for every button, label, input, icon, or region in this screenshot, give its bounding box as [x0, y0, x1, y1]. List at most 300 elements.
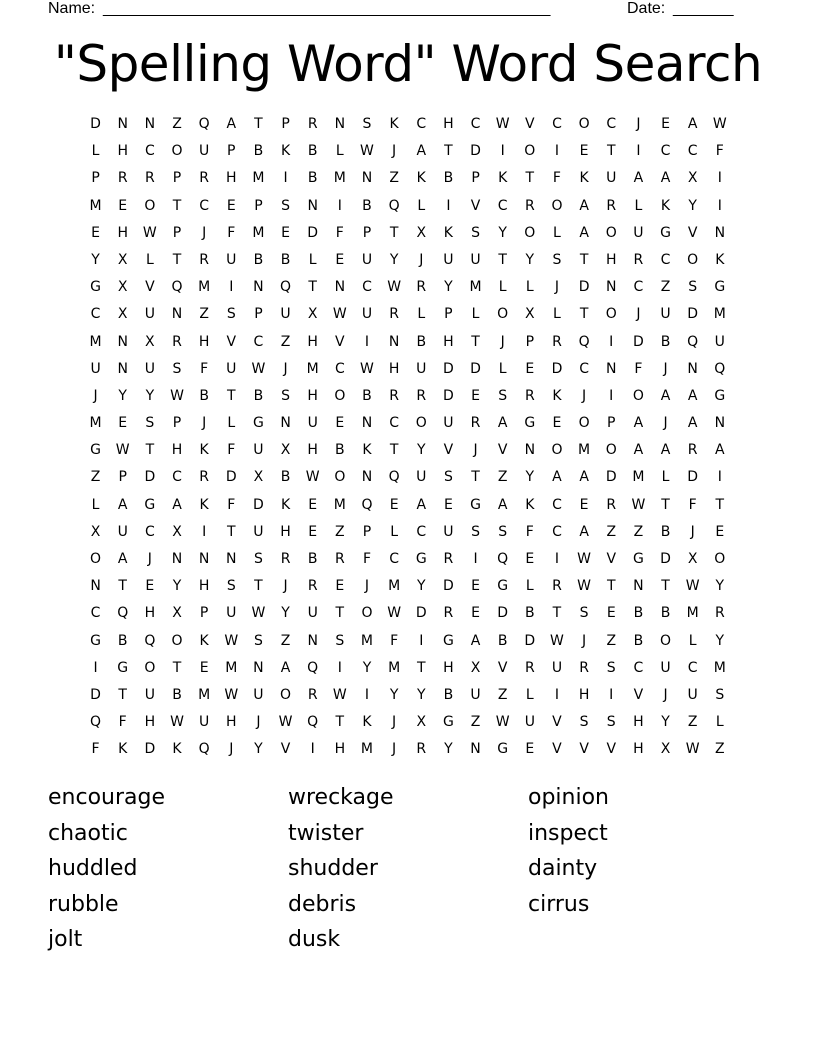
- grid-letter[interactable]: H: [605, 251, 617, 268]
- grid-letter[interactable]: E: [389, 496, 399, 513]
- grid-letter[interactable]: C: [470, 116, 481, 132]
- grid-letter[interactable]: Y: [715, 632, 725, 649]
- grid-letter[interactable]: H: [144, 605, 156, 622]
- grid-letter[interactable]: X: [470, 659, 481, 676]
- grid-letter[interactable]: Q: [198, 741, 210, 758]
- grid-letter[interactable]: D: [470, 360, 481, 377]
- grid-letter[interactable]: O: [605, 306, 617, 323]
- grid-letter[interactable]: M: [89, 333, 102, 350]
- grid-letter[interactable]: U: [714, 333, 725, 350]
- name-blank-line[interactable]: ____________________________________________________: [103, 0, 551, 17]
- grid-letter[interactable]: S: [579, 714, 589, 731]
- grid-letter[interactable]: B: [280, 469, 291, 486]
- grid-letter[interactable]: M: [686, 605, 699, 622]
- grid-letter[interactable]: V: [443, 442, 454, 459]
- grid-letter[interactable]: H: [171, 442, 183, 459]
- grid-letter[interactable]: L: [498, 279, 507, 296]
- grid-letter[interactable]: M: [333, 496, 346, 513]
- grid-letter[interactable]: X: [687, 170, 698, 187]
- grid-letter[interactable]: V: [525, 116, 535, 132]
- grid-letter[interactable]: N: [198, 551, 210, 567]
- grid-letter[interactable]: G: [470, 496, 481, 513]
- grid-letter[interactable]: Q: [198, 116, 210, 132]
- grid-letter[interactable]: F: [227, 496, 236, 513]
- grid-letter[interactable]: T: [389, 224, 399, 241]
- grid-letter[interactable]: L: [390, 523, 399, 540]
- grid-letter[interactable]: K: [118, 741, 128, 758]
- grid-letter[interactable]: F: [91, 741, 100, 758]
- grid-letter[interactable]: F: [552, 170, 561, 187]
- grid-letter[interactable]: N: [361, 170, 373, 187]
- grid-letter[interactable]: O: [171, 143, 183, 160]
- grid-letter[interactable]: B: [280, 251, 291, 268]
- grid-letter[interactable]: Y: [254, 741, 263, 758]
- grid-letter[interactable]: U: [253, 686, 264, 703]
- grid-letter[interactable]: K: [199, 632, 209, 649]
- grid-letter[interactable]: C: [552, 523, 562, 540]
- grid-letter[interactable]: U: [226, 360, 237, 377]
- grid-letter[interactable]: E: [335, 251, 345, 268]
- grid-letter[interactable]: B: [172, 686, 182, 703]
- grid-letter[interactable]: B: [633, 605, 644, 622]
- grid-letter[interactable]: C: [389, 415, 399, 432]
- grid-letter[interactable]: L: [227, 415, 236, 432]
- grid-letter[interactable]: C: [660, 143, 671, 160]
- grid-letter[interactable]: C: [497, 197, 508, 214]
- grid-letter[interactable]: L: [91, 143, 100, 160]
- date-blank-line[interactable]: _______: [673, 0, 734, 17]
- grid-letter[interactable]: G: [90, 279, 101, 296]
- grid-letter[interactable]: T: [525, 170, 535, 187]
- grid-letter[interactable]: Q: [280, 279, 292, 296]
- grid-letter[interactable]: S: [281, 387, 290, 404]
- grid-letter[interactable]: T: [471, 333, 480, 350]
- grid-letter[interactable]: Z: [715, 741, 725, 758]
- grid-letter[interactable]: G: [524, 415, 536, 432]
- grid-letter[interactable]: S: [471, 224, 480, 241]
- grid-letter[interactable]: R: [552, 333, 562, 350]
- grid-letter[interactable]: C: [416, 523, 427, 540]
- grid-letter[interactable]: F: [200, 360, 209, 377]
- grid-letter[interactable]: C: [334, 360, 345, 377]
- grid-letter[interactable]: W: [278, 714, 293, 731]
- grid-letter[interactable]: Y: [525, 251, 535, 268]
- grid-letter[interactable]: Y: [661, 714, 670, 731]
- grid-letter[interactable]: J: [419, 251, 424, 268]
- grid-letter[interactable]: M: [632, 469, 645, 486]
- grid-letter[interactable]: E: [281, 224, 290, 241]
- grid-letter[interactable]: O: [334, 387, 346, 404]
- grid-letter[interactable]: U: [253, 442, 264, 459]
- grid-letter[interactable]: R: [443, 551, 454, 567]
- grid-letter[interactable]: W: [577, 578, 592, 595]
- grid-letter[interactable]: L: [145, 251, 154, 268]
- grid-letter[interactable]: D: [687, 306, 699, 323]
- grid-letter[interactable]: C: [579, 360, 589, 377]
- grid-letter[interactable]: Z: [497, 686, 508, 703]
- grid-letter[interactable]: E: [118, 415, 128, 432]
- grid-letter[interactable]: O: [524, 143, 536, 160]
- grid-letter[interactable]: I: [473, 551, 478, 567]
- grid-letter[interactable]: S: [498, 387, 508, 404]
- grid-letter[interactable]: G: [117, 659, 129, 676]
- grid-letter[interactable]: Q: [388, 469, 400, 486]
- grid-letter[interactable]: B: [660, 333, 671, 350]
- grid-letter[interactable]: G: [144, 496, 156, 513]
- grid-letter[interactable]: Q: [117, 605, 129, 622]
- grid-letter[interactable]: O: [280, 686, 292, 703]
- grid-letter[interactable]: X: [416, 714, 427, 731]
- grid-letter[interactable]: Y: [525, 469, 535, 486]
- grid-letter[interactable]: P: [172, 170, 182, 187]
- grid-letter[interactable]: O: [714, 551, 726, 567]
- grid-letter[interactable]: D: [443, 578, 454, 595]
- grid-letter[interactable]: M: [252, 224, 265, 241]
- grid-letter[interactable]: U: [144, 360, 155, 377]
- grid-letter[interactable]: C: [90, 306, 101, 323]
- grid-letter[interactable]: E: [145, 578, 155, 595]
- grid-letter[interactable]: H: [117, 224, 128, 241]
- grid-letter[interactable]: P: [199, 605, 209, 622]
- grid-letter[interactable]: H: [388, 360, 400, 377]
- grid-letter[interactable]: S: [443, 469, 453, 486]
- grid-letter[interactable]: R: [389, 387, 399, 404]
- grid-letter[interactable]: K: [498, 170, 508, 187]
- grid-letter[interactable]: Y: [444, 279, 453, 296]
- grid-letter[interactable]: P: [607, 415, 616, 432]
- grid-letter[interactable]: T: [172, 659, 182, 676]
- grid-letter[interactable]: U: [470, 686, 481, 703]
- grid-letter[interactable]: H: [334, 741, 346, 758]
- grid-letter[interactable]: W: [224, 632, 239, 649]
- grid-letter[interactable]: E: [335, 578, 345, 595]
- grid-letter[interactable]: S: [253, 632, 263, 649]
- grid-letter[interactable]: R: [606, 496, 617, 513]
- grid-letter[interactable]: N: [280, 415, 291, 432]
- grid-letter[interactable]: N: [171, 306, 183, 323]
- grid-letter[interactable]: I: [636, 143, 641, 160]
- grid-letter[interactable]: H: [443, 116, 454, 132]
- grid-letter[interactable]: D: [443, 360, 454, 377]
- grid-letter[interactable]: Z: [606, 632, 617, 649]
- grid-letter[interactable]: U: [416, 469, 427, 486]
- grid-letter[interactable]: A: [497, 496, 508, 513]
- grid-letter[interactable]: O: [660, 632, 672, 649]
- grid-letter[interactable]: Y: [91, 251, 100, 268]
- grid-letter[interactable]: N: [633, 578, 644, 595]
- grid-letter[interactable]: V: [226, 333, 237, 350]
- grid-letter[interactable]: D: [144, 469, 156, 486]
- grid-letter[interactable]: S: [606, 714, 616, 731]
- grid-letter[interactable]: T: [172, 197, 182, 214]
- grid-letter[interactable]: U: [361, 306, 373, 323]
- grid-letter[interactable]: G: [660, 224, 671, 241]
- grid-letter[interactable]: J: [392, 741, 397, 758]
- grid-letter[interactable]: M: [89, 415, 102, 432]
- grid-letter[interactable]: K: [199, 442, 209, 459]
- grid-letter[interactable]: E: [552, 415, 562, 432]
- grid-letter[interactable]: Y: [498, 224, 507, 241]
- grid-letter[interactable]: A: [579, 224, 589, 241]
- grid-letter[interactable]: L: [553, 306, 561, 323]
- grid-letter[interactable]: J: [392, 714, 397, 731]
- grid-letter[interactable]: E: [715, 523, 725, 540]
- grid-letter[interactable]: S: [172, 360, 182, 377]
- grid-letter[interactable]: D: [90, 116, 101, 132]
- grid-letter[interactable]: V: [497, 659, 508, 676]
- grid-letter[interactable]: B: [117, 632, 128, 649]
- grid-letter[interactable]: O: [334, 469, 346, 486]
- grid-letter[interactable]: D: [225, 469, 237, 486]
- grid-letter[interactable]: Y: [362, 659, 372, 676]
- grid-letter[interactable]: P: [444, 306, 453, 323]
- grid-letter[interactable]: Z: [199, 306, 209, 323]
- grid-letter[interactable]: A: [579, 523, 589, 540]
- grid-letter[interactable]: I: [717, 170, 722, 187]
- grid-letter[interactable]: L: [661, 469, 670, 486]
- grid-letter[interactable]: U: [199, 143, 210, 160]
- grid-letter[interactable]: W: [495, 714, 510, 731]
- grid-letter[interactable]: U: [551, 659, 563, 676]
- grid-letter[interactable]: R: [307, 116, 318, 132]
- grid-letter[interactable]: T: [471, 469, 480, 486]
- grid-letter[interactable]: Y: [715, 578, 725, 595]
- grid-letter[interactable]: X: [416, 224, 427, 241]
- grid-letter[interactable]: Y: [118, 387, 127, 404]
- grid-letter[interactable]: L: [688, 632, 697, 649]
- grid-letter[interactable]: P: [172, 415, 182, 432]
- grid-letter[interactable]: W: [305, 469, 320, 486]
- grid-letter[interactable]: W: [251, 605, 266, 622]
- grid-letter[interactable]: C: [253, 333, 264, 350]
- grid-letter[interactable]: I: [419, 632, 424, 649]
- grid-letter[interactable]: O: [551, 442, 563, 459]
- grid-letter[interactable]: N: [361, 469, 373, 486]
- grid-letter[interactable]: R: [307, 686, 318, 703]
- grid-letter[interactable]: Q: [171, 279, 183, 296]
- grid-letter[interactable]: G: [90, 442, 101, 459]
- grid-letter[interactable]: S: [715, 686, 725, 703]
- grid-letter[interactable]: C: [416, 116, 427, 132]
- grid-letter[interactable]: I: [364, 686, 370, 703]
- grid-letter[interactable]: J: [663, 360, 668, 377]
- grid-letter[interactable]: V: [579, 741, 589, 758]
- grid-letter[interactable]: U: [90, 360, 101, 377]
- grid-letter[interactable]: U: [524, 714, 535, 731]
- grid-letter[interactable]: B: [660, 605, 671, 622]
- grid-letter[interactable]: L: [715, 714, 724, 731]
- grid-letter[interactable]: T: [145, 442, 155, 459]
- grid-letter[interactable]: U: [280, 306, 291, 323]
- grid-letter[interactable]: N: [334, 116, 346, 132]
- grid-letter[interactable]: E: [579, 496, 589, 513]
- grid-letter[interactable]: U: [660, 306, 671, 323]
- grid-letter[interactable]: R: [416, 387, 427, 404]
- grid-letter[interactable]: I: [554, 143, 560, 160]
- grid-letter[interactable]: X: [307, 306, 318, 323]
- grid-letter[interactable]: A: [687, 387, 698, 404]
- grid-letter[interactable]: C: [552, 116, 562, 132]
- grid-letter[interactable]: J: [147, 551, 152, 567]
- grid-letter[interactable]: H: [280, 523, 291, 540]
- grid-letter[interactable]: A: [715, 442, 725, 459]
- grid-letter[interactable]: T: [715, 496, 725, 513]
- grid-letter[interactable]: S: [281, 197, 290, 214]
- grid-letter[interactable]: U: [117, 523, 128, 540]
- grid-letter[interactable]: K: [199, 496, 209, 513]
- grid-letter[interactable]: S: [226, 306, 236, 323]
- grid-letter[interactable]: R: [470, 415, 481, 432]
- grid-letter[interactable]: E: [525, 360, 535, 377]
- grid-letter[interactable]: W: [251, 360, 266, 377]
- grid-letter[interactable]: Q: [307, 714, 319, 731]
- grid-letter[interactable]: D: [470, 143, 481, 160]
- grid-letter[interactable]: Z: [389, 170, 399, 187]
- grid-letter[interactable]: S: [688, 279, 698, 296]
- grid-letter[interactable]: D: [144, 741, 156, 758]
- grid-letter[interactable]: R: [199, 469, 209, 486]
- grid-letter[interactable]: G: [442, 632, 454, 649]
- grid-letter[interactable]: M: [333, 170, 346, 187]
- grid-letter[interactable]: R: [524, 387, 535, 404]
- grid-letter[interactable]: K: [389, 116, 399, 132]
- grid-letter[interactable]: P: [254, 306, 263, 323]
- grid-letter[interactable]: D: [524, 632, 536, 649]
- grid-letter[interactable]: H: [633, 741, 644, 758]
- grid-letter[interactable]: W: [170, 714, 184, 731]
- grid-letter[interactable]: N: [253, 659, 264, 676]
- grid-letter[interactable]: R: [416, 741, 427, 758]
- grid-letter[interactable]: J: [283, 578, 288, 595]
- grid-letter[interactable]: W: [712, 116, 727, 132]
- grid-letter[interactable]: J: [690, 523, 695, 540]
- grid-letter[interactable]: Q: [144, 632, 156, 649]
- grid-letter[interactable]: U: [416, 360, 427, 377]
- grid-letter[interactable]: E: [471, 387, 480, 404]
- grid-letter[interactable]: S: [471, 523, 480, 540]
- grid-letter[interactable]: K: [362, 442, 372, 459]
- grid-letter[interactable]: C: [199, 197, 210, 214]
- grid-letter[interactable]: H: [117, 143, 128, 160]
- grid-letter[interactable]: F: [227, 224, 236, 241]
- grid-letter[interactable]: T: [389, 442, 399, 459]
- grid-letter[interactable]: Y: [389, 251, 399, 268]
- grid-letter[interactable]: M: [360, 632, 374, 649]
- grid-letter[interactable]: W: [360, 143, 374, 160]
- grid-letter[interactable]: G: [415, 551, 427, 567]
- grid-letter[interactable]: M: [388, 578, 401, 595]
- grid-letter[interactable]: X: [253, 469, 264, 486]
- grid-letter[interactable]: B: [497, 632, 508, 649]
- grid-letter[interactable]: S: [362, 116, 372, 132]
- grid-letter[interactable]: X: [280, 442, 291, 459]
- grid-letter[interactable]: O: [361, 605, 373, 622]
- grid-letter[interactable]: E: [199, 659, 209, 676]
- grid-letter[interactable]: V: [606, 741, 617, 758]
- grid-letter[interactable]: I: [554, 551, 560, 567]
- grid-letter[interactable]: Y: [688, 197, 697, 214]
- grid-letter[interactable]: X: [90, 523, 101, 540]
- grid-letter[interactable]: T: [606, 578, 616, 595]
- grid-letter[interactable]: A: [117, 551, 128, 567]
- grid-letter[interactable]: X: [117, 279, 128, 296]
- grid-letter[interactable]: O: [578, 415, 590, 432]
- grid-letter[interactable]: R: [579, 659, 589, 676]
- grid-letter[interactable]: A: [660, 387, 671, 404]
- grid-letter[interactable]: G: [497, 578, 509, 595]
- grid-letter[interactable]: W: [332, 686, 347, 703]
- grid-letter[interactable]: V: [280, 741, 291, 758]
- grid-letter[interactable]: E: [471, 605, 480, 622]
- grid-letter[interactable]: B: [443, 686, 454, 703]
- grid-letter[interactable]: O: [578, 116, 590, 132]
- grid-letter[interactable]: L: [525, 279, 534, 296]
- grid-letter[interactable]: N: [117, 333, 128, 350]
- grid-letter[interactable]: A: [497, 415, 508, 432]
- grid-letter[interactable]: K: [525, 496, 535, 513]
- grid-letter[interactable]: P: [118, 469, 127, 486]
- grid-letter[interactable]: D: [307, 224, 319, 241]
- grid-letter[interactable]: Q: [714, 360, 726, 377]
- grid-letter[interactable]: T: [498, 251, 507, 268]
- grid-letter[interactable]: J: [582, 632, 587, 649]
- grid-letter[interactable]: Q: [687, 333, 699, 350]
- grid-letter[interactable]: Q: [578, 333, 590, 350]
- grid-letter[interactable]: O: [144, 197, 156, 214]
- grid-letter[interactable]: F: [634, 360, 643, 377]
- grid-letter[interactable]: E: [606, 605, 616, 622]
- grid-letter[interactable]: B: [253, 387, 264, 404]
- grid-letter[interactable]: S: [606, 659, 616, 676]
- grid-letter[interactable]: R: [199, 170, 209, 187]
- grid-letter[interactable]: D: [687, 469, 699, 486]
- grid-letter[interactable]: O: [171, 632, 183, 649]
- grid-letter[interactable]: R: [172, 333, 182, 350]
- grid-letter[interactable]: N: [90, 578, 101, 595]
- grid-letter[interactable]: V: [470, 197, 481, 214]
- grid-letter[interactable]: T: [172, 251, 182, 268]
- grid-letter[interactable]: O: [687, 251, 699, 268]
- grid-letter[interactable]: U: [443, 523, 454, 540]
- grid-letter[interactable]: K: [579, 170, 589, 187]
- grid-letter[interactable]: C: [687, 659, 698, 676]
- grid-letter[interactable]: I: [93, 659, 98, 676]
- grid-letter[interactable]: W: [115, 442, 130, 459]
- grid-letter[interactable]: D: [253, 496, 264, 513]
- grid-letter[interactable]: J: [473, 442, 478, 459]
- grid-letter[interactable]: Y: [145, 387, 155, 404]
- grid-letter[interactable]: F: [715, 143, 724, 160]
- grid-letter[interactable]: W: [142, 224, 157, 241]
- grid-letter[interactable]: T: [308, 279, 317, 296]
- grid-letter[interactable]: U: [633, 224, 644, 241]
- grid-letter[interactable]: W: [631, 496, 646, 513]
- grid-letter[interactable]: B: [253, 251, 264, 268]
- grid-letter[interactable]: B: [307, 551, 318, 567]
- grid-letter[interactable]: B: [362, 387, 372, 404]
- grid-letter[interactable]: W: [387, 279, 402, 296]
- grid-letter[interactable]: G: [714, 387, 726, 404]
- grid-letter[interactable]: Z: [606, 523, 617, 540]
- grid-letter[interactable]: R: [334, 551, 345, 567]
- grid-letter[interactable]: E: [118, 197, 128, 214]
- grid-letter[interactable]: V: [335, 333, 345, 350]
- grid-letter[interactable]: G: [632, 551, 644, 567]
- grid-letter[interactable]: O: [632, 387, 644, 404]
- grid-letter[interactable]: A: [633, 415, 644, 432]
- grid-letter[interactable]: L: [471, 306, 480, 323]
- grid-letter[interactable]: Z: [660, 279, 671, 296]
